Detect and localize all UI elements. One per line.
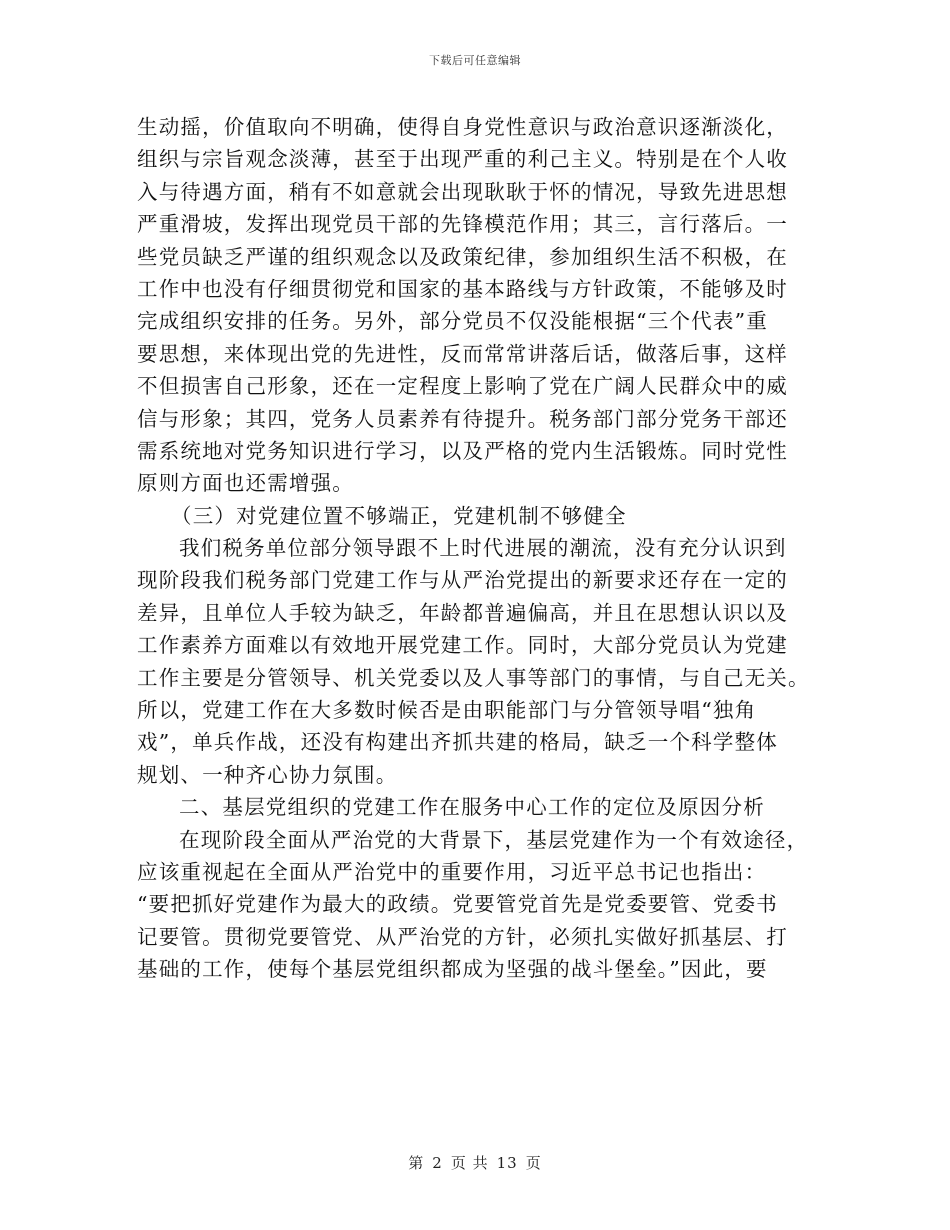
paragraph-line: 工作主要是分管领导、机关党委以及人事等部门的事情，与自己无关。 [137, 665, 810, 690]
document-body [137, 111, 809, 986]
paragraph-line: 严重滑坡，发挥出现党员干部的先锋模范作用；其三，言行落后。一 [137, 212, 788, 237]
paragraph-line: 基础的工作，使每个基层党组织都成为坚强的战斗堡垒。”因此，要 [137, 957, 768, 982]
paragraph-line: 我们税务单位部分领导跟不上时代进展的潮流，没有充分认识到 [179, 536, 787, 561]
paragraph-line: 原则方面也还需增强。 [137, 471, 354, 496]
paragraph-line: 现阶段我们税务部门党建工作与从严治党提出的新要求还存在一定的 [137, 568, 788, 593]
footer-prefix: 第 [408, 1154, 425, 1172]
paragraph-line: 不但损害自己形象，还在一定程度上影响了党在广阔人民群众中的威 [137, 374, 788, 399]
paragraph-line: 规划、一种齐心协力氛围。 [137, 762, 398, 787]
page-footer [0, 1152, 950, 1173]
paragraph-line: 差异，且单位人手较为缺乏，年龄都普遍偏高，并且在思想认识以及 [137, 600, 788, 625]
paragraph-line: 记要管。贯彻党要管党、从严治党的方针，必须扎实做好抓基层、打 [137, 924, 788, 949]
paragraph-line: 要思想，来体现出党的先进性，反而常常讲落后话，做落后事，这样 [137, 341, 788, 366]
page-number: 2 [432, 1154, 443, 1172]
paragraph-line: 工作中也没有仔细贯彻党和国家的基本路线与方针政策，不能够及时 [137, 276, 788, 301]
paragraph-line: 生动摇，价值取向不明确，使得自身党性意识与政治意识逐渐淡化， [137, 115, 788, 139]
footer-middle: 页 共 [450, 1154, 489, 1172]
section-heading: 二、基层党组织的党建工作在服务中心工作的定位及原因分析 [179, 795, 765, 820]
page-header: 下载后可任意编辑 [429, 54, 521, 67]
footer-suffix: 页 [525, 1154, 542, 1172]
paragraph-line: 工作素养方面难以有效地开展党建工作。同时，大部分党员认为党建 [137, 633, 788, 658]
paragraph-line: 戏”，单兵作战，还没有构建出齐抓共建的格局，缺乏一个科学整体 [137, 730, 778, 755]
section-heading: （三）对党建位置不够端正，党建机制不够健全 [171, 503, 627, 528]
paragraph-line: 入与待遇方面，稍有不如意就会出现耿耿于怀的情况，导致先进思想 [137, 179, 788, 204]
paragraph-line: 在现阶段全面从严治党的大背景下，基层党建作为一个有效途径， [179, 827, 809, 852]
paragraph-line: 需系统地对党务知识进行学习，以及严格的党内生活锻炼。同时党性 [137, 438, 788, 463]
total-pages: 13 [496, 1154, 518, 1172]
paragraph-line: 信与形象；其四，党务人员素养有待提升。税务部门部分党务干部还 [137, 406, 788, 431]
paragraph-line: 所以，党建工作在大多数时候否是由职能部门与分管领导唱“独角 [137, 698, 757, 723]
paragraph-line: 些党员缺乏严谨的组织观念以及政策纪律，参加组织生活不积极，在 [137, 244, 788, 269]
paragraph-line: 完成组织安排的任务。另外，部分党员不仅没能根据“三个代表”重 [137, 309, 768, 334]
paragraph-line: “要把抓好党建作为最大的政绩。党要管党首先是党委要管、党委书 [137, 892, 778, 917]
paragraph-line: 应该重视起在全面从严治党中的重要作用，习近平总书记也指出： [137, 859, 767, 884]
paragraph-line: 组织与宗旨观念淡薄，甚至于出现严重的利己主义。特别是在个人收 [137, 147, 788, 172]
